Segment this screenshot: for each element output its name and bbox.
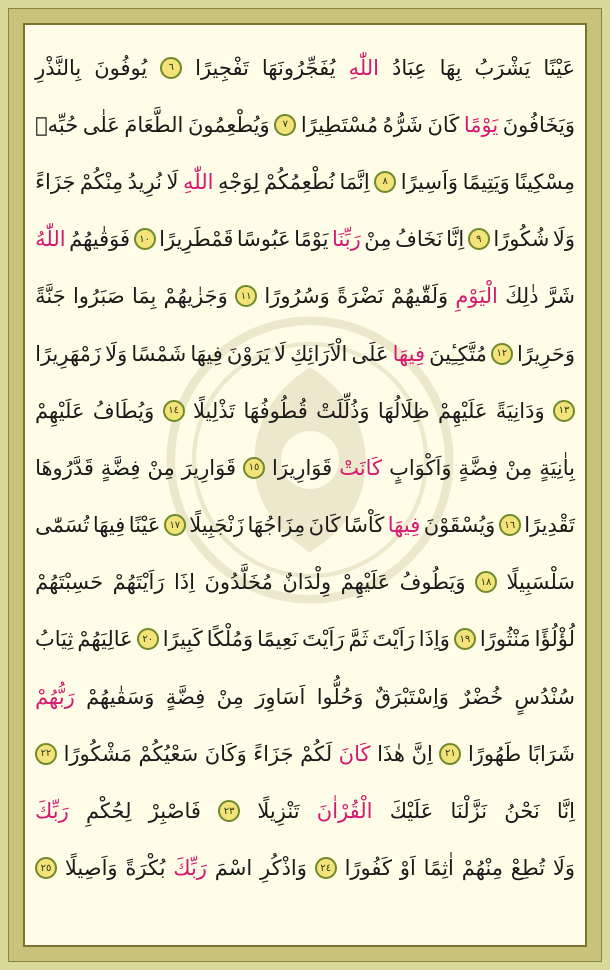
ayah-number-marker: ١٨ [475, 571, 497, 593]
page-frame-outer [8, 8, 602, 962]
word: اٰثِمًا [423, 856, 454, 881]
text-line [35, 325, 575, 382]
word: طَهُورًا [467, 741, 522, 766]
word: بُكْرَةً [125, 856, 166, 881]
word: فِضَّةٍ [165, 684, 206, 709]
highlighted-word: اللّٰهِ [182, 169, 214, 194]
word: عَلَيْهِمْ [340, 570, 391, 595]
highlighted-word: رَبِّكَ [35, 799, 69, 824]
word: سَعْيُكُمْ [138, 741, 199, 766]
word: وَاذْكُرِ [260, 856, 307, 881]
word: وَيَطُوفُ [399, 570, 466, 595]
highlighted-word: رَبُّهُمْ [35, 684, 75, 709]
word: وَلَقّٰيهُمْ [390, 284, 449, 309]
word: نُرِيدُ [127, 169, 162, 194]
word: عَالِيَهُمْ [77, 627, 133, 652]
ayah-number-marker: ١٩ [454, 628, 476, 650]
ayah-number-marker: ١٧ [164, 514, 186, 536]
word: زَمْهَرِيرًا [35, 341, 102, 366]
ayah-number-marker: ١٥ [243, 457, 265, 479]
word: وَاَكْوَابٍ [389, 455, 452, 480]
word: تُسَمّٰى [35, 513, 90, 538]
word: هٰذَا [377, 741, 405, 766]
word: سُنْدُسٍ [514, 684, 575, 709]
word: الطَّعَامَ [124, 112, 184, 137]
word: مِنْ [147, 455, 175, 480]
word: نَعِيمًا [257, 627, 298, 652]
ayah-number-marker: ١٠ [134, 228, 156, 250]
page-text-area [23, 23, 587, 947]
word: مِسْكِينًا [514, 169, 575, 194]
word: شَمْسًا [131, 341, 187, 366]
text-line [35, 782, 575, 839]
word: لِوَجْهِ [217, 169, 260, 194]
word: رَاَيْتَ [302, 627, 345, 652]
word: لَا [166, 169, 179, 194]
word: كَبِيرًا [162, 627, 203, 652]
word: شَرَّ [545, 284, 575, 309]
word: مَشْكُورًا [63, 741, 132, 766]
word: كَانَ [427, 112, 460, 137]
word: تَقْدِيرًا [524, 513, 575, 538]
word: فِيهَا [92, 513, 126, 538]
word: مِنْ [216, 684, 244, 709]
word: عَلَى [351, 341, 389, 366]
word: فَاصْبِرْ [148, 799, 201, 824]
word: اَسَاوِرَ [255, 684, 306, 709]
word: وَلَا [552, 856, 575, 881]
word: شَرُّهُ [382, 112, 423, 137]
ayah-number-marker: ١٤ [163, 400, 185, 422]
word: فِضَّةٍ [100, 455, 141, 480]
word: صَبَرُوا [72, 284, 125, 309]
word: حَسِبْتَهُمْ [35, 570, 104, 595]
word: وَجَزٰيهُمْ [163, 284, 228, 309]
word: عَلَيْكَ [389, 799, 434, 824]
word: وَذُلِّلَتْ [316, 398, 370, 423]
word: ظِلَالُهَا [377, 398, 430, 423]
word: اِنَّا [446, 227, 465, 252]
word: مِنْكُمْ [79, 169, 124, 194]
word: اِذَا [173, 570, 195, 595]
ayah-number-marker: ٢٤ [315, 857, 337, 879]
text-line [35, 153, 575, 210]
text-line [35, 668, 575, 725]
word: الْاَرَائِكِ [290, 341, 348, 366]
word: بِهَا [439, 55, 462, 80]
word: وَسُرُورًا [264, 284, 330, 309]
word: وَمُلْكًا [206, 627, 254, 652]
word: قَوَارِيرَا [272, 455, 333, 480]
ayah-number-marker: ٢١ [439, 743, 461, 765]
word: وَحَرِيرًا [517, 341, 575, 366]
word: عِبَادُ [391, 55, 427, 80]
word: وَاَصِيلًا [64, 856, 118, 881]
word: جَزَاءً [253, 741, 294, 766]
highlighted-word: فِيهَا [392, 341, 426, 366]
word: يُفَجِّرُونَهَا [261, 55, 336, 80]
word: وَيُطَافُ [92, 398, 155, 423]
text-line [35, 725, 575, 782]
word: وِلْدَانٌ [282, 570, 332, 595]
word: عَلَيْهِمْ [438, 398, 488, 423]
word: مِنْ [364, 227, 392, 252]
word: وَدَانِيَةً [495, 398, 545, 423]
word: ذٰلِكَ [505, 284, 539, 309]
word: وَاِذَا [418, 627, 450, 652]
word: وَيَتِيمًا [462, 169, 510, 194]
highlighted-word: اللّٰهِ [348, 55, 380, 80]
word: مِنْ [505, 455, 533, 480]
word: خُضْرٌ [460, 684, 504, 709]
highlighted-word: فِيهَا [387, 513, 421, 538]
ayah-number-marker: ٨ [374, 171, 396, 193]
text-line [35, 554, 575, 611]
word: وَلَا [552, 227, 575, 252]
word: لُؤْلُؤًا [534, 627, 575, 652]
word: وَيُسْقَوْنَ [423, 513, 496, 538]
word: بِاٰنِيَةٍ [539, 455, 575, 480]
word: حُبِّهٖ [35, 112, 79, 137]
highlighted-word: يَوْمًا [463, 112, 499, 137]
word: جَزَاءً [35, 169, 76, 194]
highlighted-word: الْيَوْمِ [455, 284, 498, 309]
ayah-number-marker: ٧ [274, 114, 296, 136]
word: بِالنَّذْرِ [35, 55, 82, 80]
word: نَخَافُ [395, 227, 443, 252]
ayah-number-marker: ٢٠ [137, 628, 159, 650]
text-line [35, 211, 575, 268]
highlighted-word: رَبِّنَا [332, 227, 361, 252]
word: مِزَاجُهَا [247, 513, 306, 538]
text-line [35, 497, 575, 554]
ayah-number-marker: ٩ [468, 228, 490, 250]
word: قَدَّرُوهَا [35, 455, 94, 480]
word: مُتَّكِـِٔينَ [429, 341, 487, 366]
text-line [35, 96, 575, 153]
word: وَاِسْتَبْرَقٌ [374, 684, 449, 709]
word: يَشْرَبُ [474, 55, 531, 80]
word: نُطْعِمُكُمْ [264, 169, 335, 194]
ayah-number-marker: ٦ [160, 57, 182, 79]
word: يُوفُونَ [94, 55, 148, 80]
word: وَكَانَ [204, 741, 247, 766]
quran-text-lines [35, 39, 575, 897]
text-line [35, 611, 575, 668]
word: عَلٰى [82, 112, 120, 137]
word: وَلَا [105, 341, 128, 366]
word: رَاَيْتَ [372, 627, 415, 652]
word: لَكُمْ [300, 741, 333, 766]
word: اَوْ [399, 856, 416, 881]
word: نَضْرَةً [337, 284, 384, 309]
highlighted-word: اللّٰهُ [35, 227, 66, 252]
ayah-number-marker: ١٦ [499, 514, 521, 536]
word: وَيَخَافُونَ [502, 112, 575, 137]
ayah-number-marker: ١١ [235, 285, 257, 307]
word: فِيهَا [190, 341, 223, 366]
ayah-number-marker: ٢٢ [35, 743, 57, 765]
word: فَوَقٰيهُمُ [69, 227, 131, 252]
word: جَنَّةً [35, 284, 66, 309]
text-line [35, 382, 575, 439]
word: عَيْنًا [543, 55, 575, 80]
word: اسْمَ [214, 856, 253, 881]
word: رَاَيْتَهُمْ [112, 570, 165, 595]
ayah-number-marker: ١٢ [491, 343, 513, 365]
word: وَحُلُّوا [316, 684, 364, 709]
word: تَفْجِيرًا [195, 55, 249, 80]
text-line [35, 39, 575, 96]
word: قُطُوفُهَا [243, 398, 308, 423]
word: كَانَ [308, 513, 341, 538]
word: كَفُورًا [344, 856, 393, 881]
word: نَزَّلْنَا [450, 799, 488, 824]
word: تُطِعْ [510, 856, 546, 881]
text-line [35, 268, 575, 325]
word: مِنْهُمْ [461, 856, 503, 881]
highlighted-word: الْقُرْاٰنَ [316, 799, 373, 824]
ayah-number-marker: ٢٣ [218, 800, 240, 822]
highlighted-word: كَانَ [338, 741, 371, 766]
word: زَنْجَبِيلًا [189, 513, 245, 538]
word: تَنْزِيلًا [257, 799, 300, 824]
word: قَوَارِيرَ [181, 455, 236, 480]
highlighted-word: كَانَتْ [339, 455, 383, 480]
word: اِنَّا [556, 799, 575, 824]
word: عَلَيْهِمْ [35, 398, 85, 423]
word: اِنَّ [411, 741, 433, 766]
word: يَوْمًا [294, 227, 329, 252]
word: شَرَابًا [527, 741, 575, 766]
ayah-number-marker: ١٣ [553, 400, 575, 422]
word: لَا [273, 341, 286, 366]
word: مُخَلَّدُونَ [204, 570, 273, 595]
text-line [35, 840, 575, 897]
word: مُسْتَطِيرًا [300, 112, 379, 137]
text-line [35, 439, 575, 496]
ayah-number-marker: ٢٥ [35, 857, 57, 879]
word: عَيْنًا [128, 513, 161, 538]
word: بِمَا [131, 284, 157, 309]
word: وَسَقٰيهُمْ [86, 684, 155, 709]
word: قَمْطَرِيرًا [159, 227, 234, 252]
word: كَاْسًا [343, 513, 385, 538]
word: نَحْنُ [504, 799, 540, 824]
word: فِضَّةٍ [458, 455, 499, 480]
word: عَبُوسًا [236, 227, 291, 252]
highlighted-word: رَبِّكَ [173, 856, 207, 881]
word: مَنْثُورًا [479, 627, 531, 652]
word: ثَمَّ [348, 627, 369, 652]
word: وَيُطْعِمُونَ [187, 112, 270, 137]
word: ثِيَابُ [35, 627, 74, 652]
word: سَلْسَبِيلًا [506, 570, 575, 595]
word: لِحُكْمِ [85, 799, 132, 824]
word: اِنَّمَا [339, 169, 370, 194]
word: يَرَوْنَ [226, 341, 270, 366]
word: شُكُورًا [493, 227, 550, 252]
word: تَذْلِيلًا [193, 398, 236, 423]
word: وَاَسِيرًا [400, 169, 459, 194]
